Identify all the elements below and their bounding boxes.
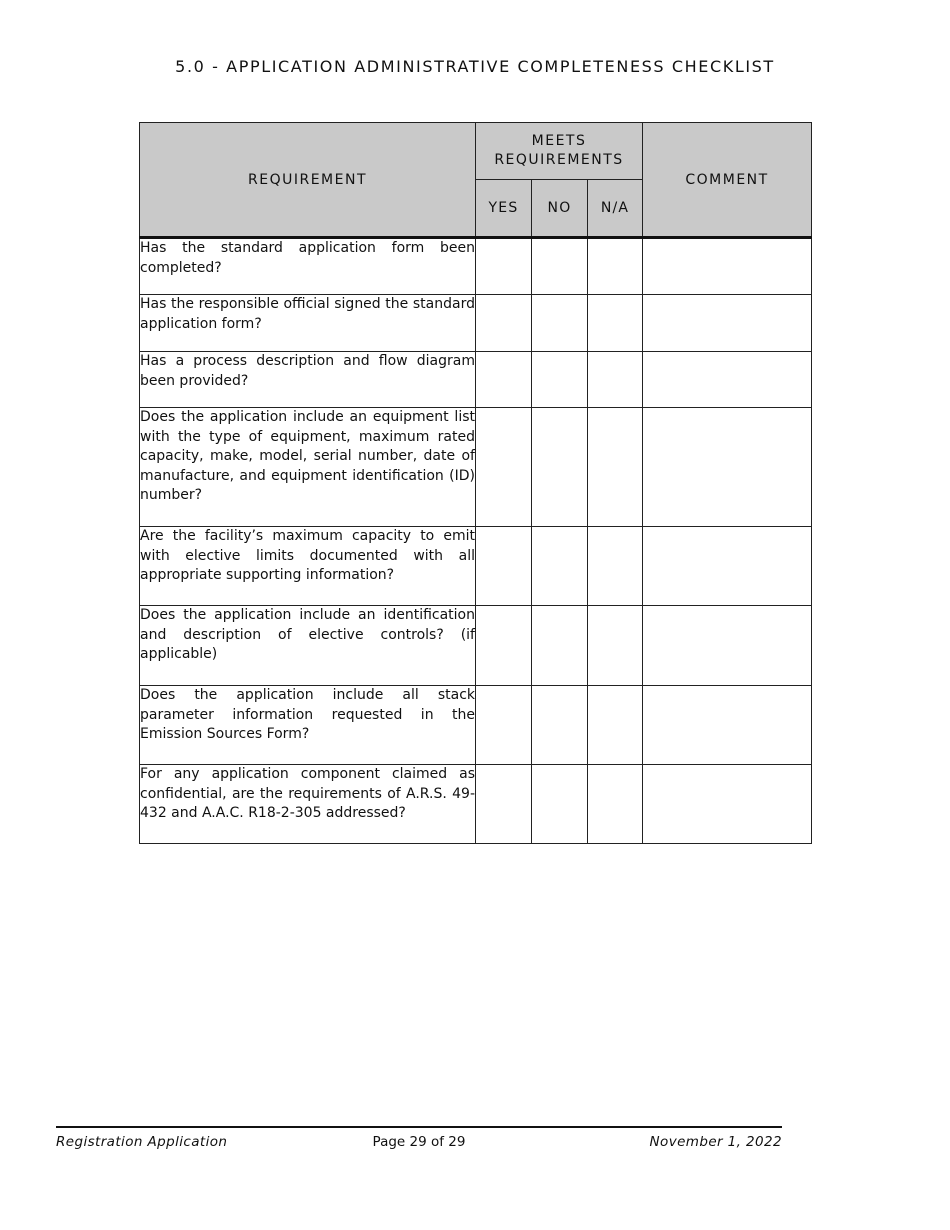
na-header: N/A (588, 180, 643, 238)
comment-cell[interactable] (643, 765, 812, 844)
comment-cell[interactable] (643, 606, 812, 686)
yes-header: YES (476, 180, 532, 238)
comment-cell[interactable] (643, 352, 812, 408)
table-row (140, 686, 812, 765)
table-row (140, 527, 812, 606)
requirement-cell: Does the application include an equipment list with the type of equipment, maximum rated capacity, make, model, serial number, date of manufacture, and equipment identification (ID) number? (140, 408, 476, 527)
yes-cell[interactable] (476, 295, 532, 352)
yes-cell[interactable] (476, 765, 532, 844)
table-row (140, 606, 812, 686)
comment-cell[interactable] (643, 686, 812, 765)
requirement-cell: Has the responsible official signed the standard application form? (140, 295, 476, 352)
comment-header: COMMENT (643, 123, 812, 238)
na-cell[interactable] (588, 238, 643, 295)
no-cell[interactable] (532, 765, 588, 844)
no-cell[interactable] (532, 686, 588, 765)
comment-cell[interactable] (643, 527, 812, 606)
comment-cell[interactable] (643, 238, 812, 295)
requirement-cell: For any application component claimed as confidential, are the requirements of A.R.S. 49-432 and A.A.C. R18-2-305 addressed? (140, 765, 476, 844)
meets-requirements-header: MEETS REQUIREMENTS (476, 123, 643, 180)
yes-cell[interactable] (476, 408, 532, 527)
no-cell[interactable] (532, 352, 588, 408)
table-row (140, 295, 812, 352)
na-cell[interactable] (588, 765, 643, 844)
no-cell[interactable] (532, 527, 588, 606)
yes-cell[interactable] (476, 527, 532, 606)
yes-cell[interactable] (476, 238, 532, 295)
requirement-cell: Are the facility’s maximum capacity to emit with elective limits documented with all appropriate supporting information? (140, 527, 476, 606)
no-cell[interactable] (532, 295, 588, 352)
yes-cell[interactable] (476, 606, 532, 686)
footer-document-name: Registration Application (56, 1134, 228, 1150)
table-row (140, 238, 812, 295)
table-row (140, 352, 812, 408)
footer-page-number: Page 29 of 29 (372, 1134, 466, 1150)
page-title: 5.0 - APPLICATION ADMINISTRATIVE COMPLETENESS CHECKLIST (175, 57, 775, 76)
na-cell[interactable] (588, 686, 643, 765)
na-cell[interactable] (588, 352, 643, 408)
comment-cell[interactable] (643, 408, 812, 527)
completeness-checklist-table (139, 122, 812, 844)
no-cell[interactable] (532, 408, 588, 527)
requirement-header: REQUIREMENT (140, 123, 476, 238)
footer-divider (56, 1126, 782, 1128)
yes-cell[interactable] (476, 352, 532, 408)
no-header: NO (532, 180, 588, 238)
yes-cell[interactable] (476, 686, 532, 765)
na-cell[interactable] (588, 606, 643, 686)
requirement-cell: Does the application include all stack parameter information requested in the Emission Sources Form? (140, 686, 476, 765)
requirement-cell: Has the standard application form been completed? (140, 238, 476, 295)
no-cell[interactable] (532, 238, 588, 295)
no-cell[interactable] (532, 606, 588, 686)
requirement-cell: Has a process description and flow diagram been provided? (140, 352, 476, 408)
na-cell[interactable] (588, 527, 643, 606)
table-row (140, 408, 812, 527)
requirement-cell: Does the application include an identification and description of elective controls? (if applicable) (140, 606, 476, 686)
table-row (140, 765, 812, 844)
na-cell[interactable] (588, 295, 643, 352)
comment-cell[interactable] (643, 295, 812, 352)
footer-date: November 1, 2022 (649, 1134, 782, 1150)
na-cell[interactable] (588, 408, 643, 527)
